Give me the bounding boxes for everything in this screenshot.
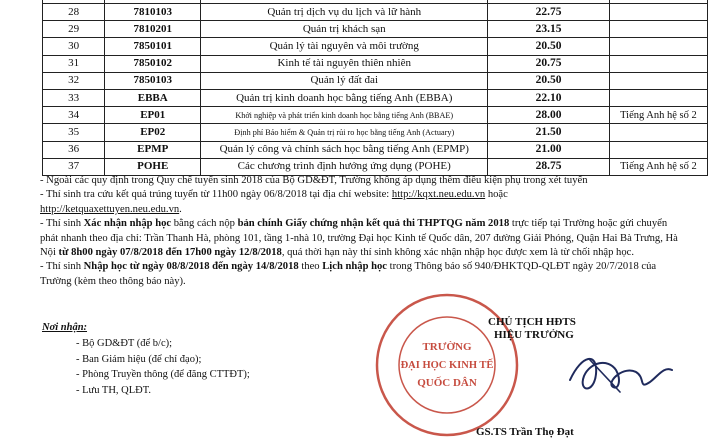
svg-text:QUỐC DÂN: QUỐC DÂN [417, 377, 477, 389]
note-2: - Thí sinh tra cứu kết quả trúng tuyển từ 11h00 ngày 06/8/2018 tại địa chỉ website: http://kqxt.neu.edu.vn hoặc [40, 189, 508, 201]
cutoff-score: 22.75 [488, 4, 610, 21]
admission-score-table [42, 0, 708, 176]
program-code: EP01 [105, 107, 201, 124]
cutoff-score: 21.50 [488, 124, 610, 141]
cutoff-score: 21.00 [488, 141, 610, 158]
cutoff-score: 22.10 [488, 89, 610, 106]
cutoff-score: 28.00 [488, 107, 610, 124]
notes-section [40, 174, 680, 289]
program-code: 7850103 [105, 72, 201, 89]
program-name: Quản trị khách sạn [201, 21, 488, 38]
row-note [609, 72, 707, 89]
program-name: Quản lý đất đai [201, 72, 488, 89]
row-number: 31 [43, 55, 105, 72]
cutoff-score: 28.75 [488, 158, 610, 175]
program-code: EBBA [105, 89, 201, 106]
program-code: 7850101 [105, 38, 201, 55]
row-number: 36 [43, 141, 105, 158]
recipient-item: - Bộ GD&ĐT (để b/c); [76, 337, 173, 349]
row-number: 37 [43, 158, 105, 175]
note-4: - Thí sinh Nhập học từ ngày 08/8/2018 đến ngày 14/8/2018 theo Lịch nhập học trong Thông báo số 940/ĐHKTQD-QLĐT ngày 20/7/2018 của Trường (kèm theo thông báo này). [40, 261, 657, 287]
table-row [43, 158, 708, 175]
table-row [43, 38, 708, 55]
row-number: 34 [43, 107, 105, 124]
program-name: Quản lý công và chính sách học bằng tiếng Anh (EPMP) [201, 141, 488, 158]
row-number: 35 [43, 124, 105, 141]
row-note [609, 4, 707, 21]
row-note [609, 89, 707, 106]
row-number: 28 [43, 4, 105, 21]
signer-role-2: HIỆU TRƯỞNG [494, 329, 574, 341]
svg-text:ĐẠI HỌC KINH TẾ: ĐẠI HỌC KINH TẾ [400, 360, 494, 371]
result-link-1[interactable]: http://kqxt.neu.edu.vn [391, 189, 486, 201]
table-row [43, 107, 708, 124]
recipients-section [42, 320, 322, 399]
row-note: Tiếng Anh hệ số 2 [609, 107, 707, 124]
svg-text:TRƯỜNG: TRƯỜNG [422, 341, 472, 353]
row-number: 29 [43, 21, 105, 38]
recipient-item: - Phòng Truyền thông (để đăng CTTĐT); [76, 369, 250, 381]
program-code: EP02 [105, 124, 201, 141]
handwritten-signature [560, 336, 680, 406]
row-note [609, 21, 707, 38]
program-code: EPMP [105, 141, 201, 158]
table-row [43, 21, 708, 38]
cutoff-score: 20.75 [488, 55, 610, 72]
program-name: Quản lý tài nguyên và môi trường [201, 38, 488, 55]
table-row [43, 124, 708, 141]
note-2-cont: http://ketquaxettuyen.neu.edu.vn. [40, 203, 182, 215]
table-row [43, 55, 708, 72]
row-note [609, 55, 707, 72]
table-row [43, 141, 708, 158]
program-code: POHE [105, 158, 201, 175]
program-name: Các chương trình định hướng ứng dụng (POHE) [201, 158, 488, 175]
program-code: 7850102 [105, 55, 201, 72]
row-number: 32 [43, 72, 105, 89]
recipient-item: - Ban Giám hiệu (để chỉ đạo); [76, 353, 202, 365]
recipient-item: - Lưu TH, QLĐT. [76, 385, 151, 397]
row-number: 30 [43, 38, 105, 55]
program-name: Quản trị kinh doanh học bằng tiếng Anh (EBBA) [201, 89, 488, 106]
program-name: Định phí Bảo hiểm & Quản trị rủi ro học bằng tiếng Anh (Actuary) [201, 124, 488, 141]
row-note [609, 141, 707, 158]
table-row [43, 72, 708, 89]
row-note [609, 124, 707, 141]
cutoff-score: 20.50 [488, 72, 610, 89]
program-code: 7810103 [105, 4, 201, 21]
row-note: Tiếng Anh hệ số 2 [609, 158, 707, 175]
recipients-title: Nơi nhận: [42, 322, 88, 333]
table-row [43, 89, 708, 106]
program-name: Khởi nghiệp và phát triển kinh doanh học bằng tiếng Anh (BBAE) [201, 107, 488, 124]
signer-name: GS.TS Trần Thọ Đạt [476, 426, 574, 438]
cutoff-score: 23.15 [488, 21, 610, 38]
result-link-2[interactable]: http://ketquaxettuyen.neu.edu.vn [40, 203, 180, 215]
row-note [609, 38, 707, 55]
table-row [43, 4, 708, 21]
program-name: Kinh tế tài nguyên thiên nhiên [201, 55, 488, 72]
cutoff-score: 20.50 [488, 38, 610, 55]
signer-role-1: CHỦ TỊCH HĐTS [488, 316, 576, 328]
program-code: 7810201 [105, 21, 201, 38]
official-seal-stamp [372, 290, 522, 440]
row-number: 33 [43, 89, 105, 106]
program-name: Quản trị dịch vụ du lịch và lữ hành [201, 4, 488, 21]
note-1: - Ngoài các quy định trong Quy chế tuyển sinh 2018 của Bộ GD&ĐT, Trường không áp dụng thêm điều kiện phụ trong xét tuyển [40, 175, 588, 186]
note-3: - Thí sinh Xác nhận nhập học bằng cách nộp bản chính Giấy chứng nhận kết quả thi THPTQG năm 2018 trực tiếp tại Trường hoặc gửi chuyển phát nhanh theo địa chỉ: Trần Thanh Hà, phòng 101, tầng 1-nhà 10, trường Đại học Kinh tế Quốc dân, 207 đường Giải Phóng, Quận Hai Bà Trưng, Hà Nội từ 8h00 ngày 07/8/2018 đến 17h00 ngày 12/8/2018, quá thời hạn này thí sinh không xác nhận nhập học được xem là từ chối nhập học. [40, 218, 678, 259]
